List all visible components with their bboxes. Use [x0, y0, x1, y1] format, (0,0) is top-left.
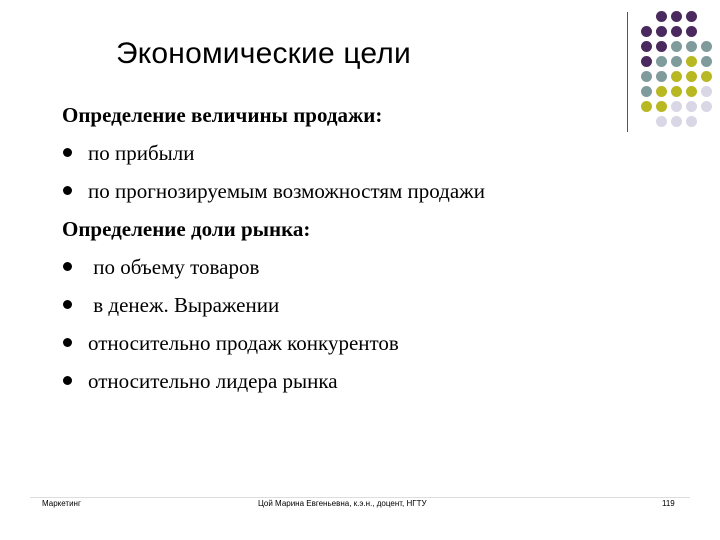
- section-heading-market-share: Определение доли рынка:: [62, 217, 311, 241]
- footer-divider: [30, 497, 690, 498]
- decorative-dot: [671, 101, 682, 112]
- decorative-dot: [656, 41, 667, 52]
- decorative-dot: [686, 71, 697, 82]
- decorative-dot: [656, 11, 667, 22]
- list-item: [62, 362, 662, 400]
- bullet-icon: [63, 148, 72, 157]
- slide-title: Экономические цели: [116, 37, 411, 70]
- bullet-icon: [63, 376, 72, 385]
- list-item-text: относительно лидера рынка: [88, 369, 338, 393]
- decorative-dot: [686, 41, 697, 52]
- decorative-dot: [641, 26, 652, 37]
- decorative-dot: [671, 11, 682, 22]
- footer-page-number: 119: [662, 499, 675, 508]
- decorative-dot: [701, 41, 712, 52]
- decorative-dot: [671, 26, 682, 37]
- decorative-dot: [656, 26, 667, 37]
- list-item: [62, 286, 662, 324]
- decorative-dot: [686, 101, 697, 112]
- decorative-dot: [701, 101, 712, 112]
- decorative-dot: [686, 86, 697, 97]
- list-item: [62, 248, 662, 286]
- decorative-dot: [641, 56, 652, 67]
- decorative-dot: [686, 56, 697, 67]
- section-heading-sales-volume: Определение величины продажи:: [62, 103, 383, 127]
- decorative-dot: [671, 56, 682, 67]
- slide-content: [62, 96, 662, 400]
- decorative-dot: [686, 11, 697, 22]
- decorative-dot: [671, 116, 682, 127]
- bullet-icon: [63, 338, 72, 347]
- list-item: [62, 324, 662, 362]
- list-item-text: в денеж. Выражении: [88, 293, 280, 317]
- list-item-text: по прибыли: [88, 141, 195, 165]
- bullet-icon: [63, 186, 72, 195]
- decorative-dot: [671, 71, 682, 82]
- list-item: [62, 172, 662, 210]
- list-item-text: по объему товаров: [88, 255, 260, 279]
- decorative-dot: [656, 71, 667, 82]
- decorative-dot: [701, 86, 712, 97]
- bullet-icon: [63, 300, 72, 309]
- footer-author: Цой Марина Евгеньевна, к.э.н., доцент, НГТУ: [258, 499, 427, 508]
- decorative-dot: [641, 41, 652, 52]
- decorative-dot: [641, 71, 652, 82]
- list-item: [62, 134, 662, 172]
- footer-subject: Маркетинг: [42, 499, 81, 508]
- bullet-icon: [63, 262, 72, 271]
- decorative-dot: [656, 56, 667, 67]
- decorative-dot: [701, 56, 712, 67]
- decorative-dot: [671, 41, 682, 52]
- decorative-dot: [701, 71, 712, 82]
- list-item-text: по прогнозируемым возможностям продажи: [88, 179, 485, 203]
- list-item-text: относительно продаж конкурентов: [88, 331, 399, 355]
- decorative-dot: [671, 86, 682, 97]
- decorative-dot: [686, 26, 697, 37]
- decorative-dot: [686, 116, 697, 127]
